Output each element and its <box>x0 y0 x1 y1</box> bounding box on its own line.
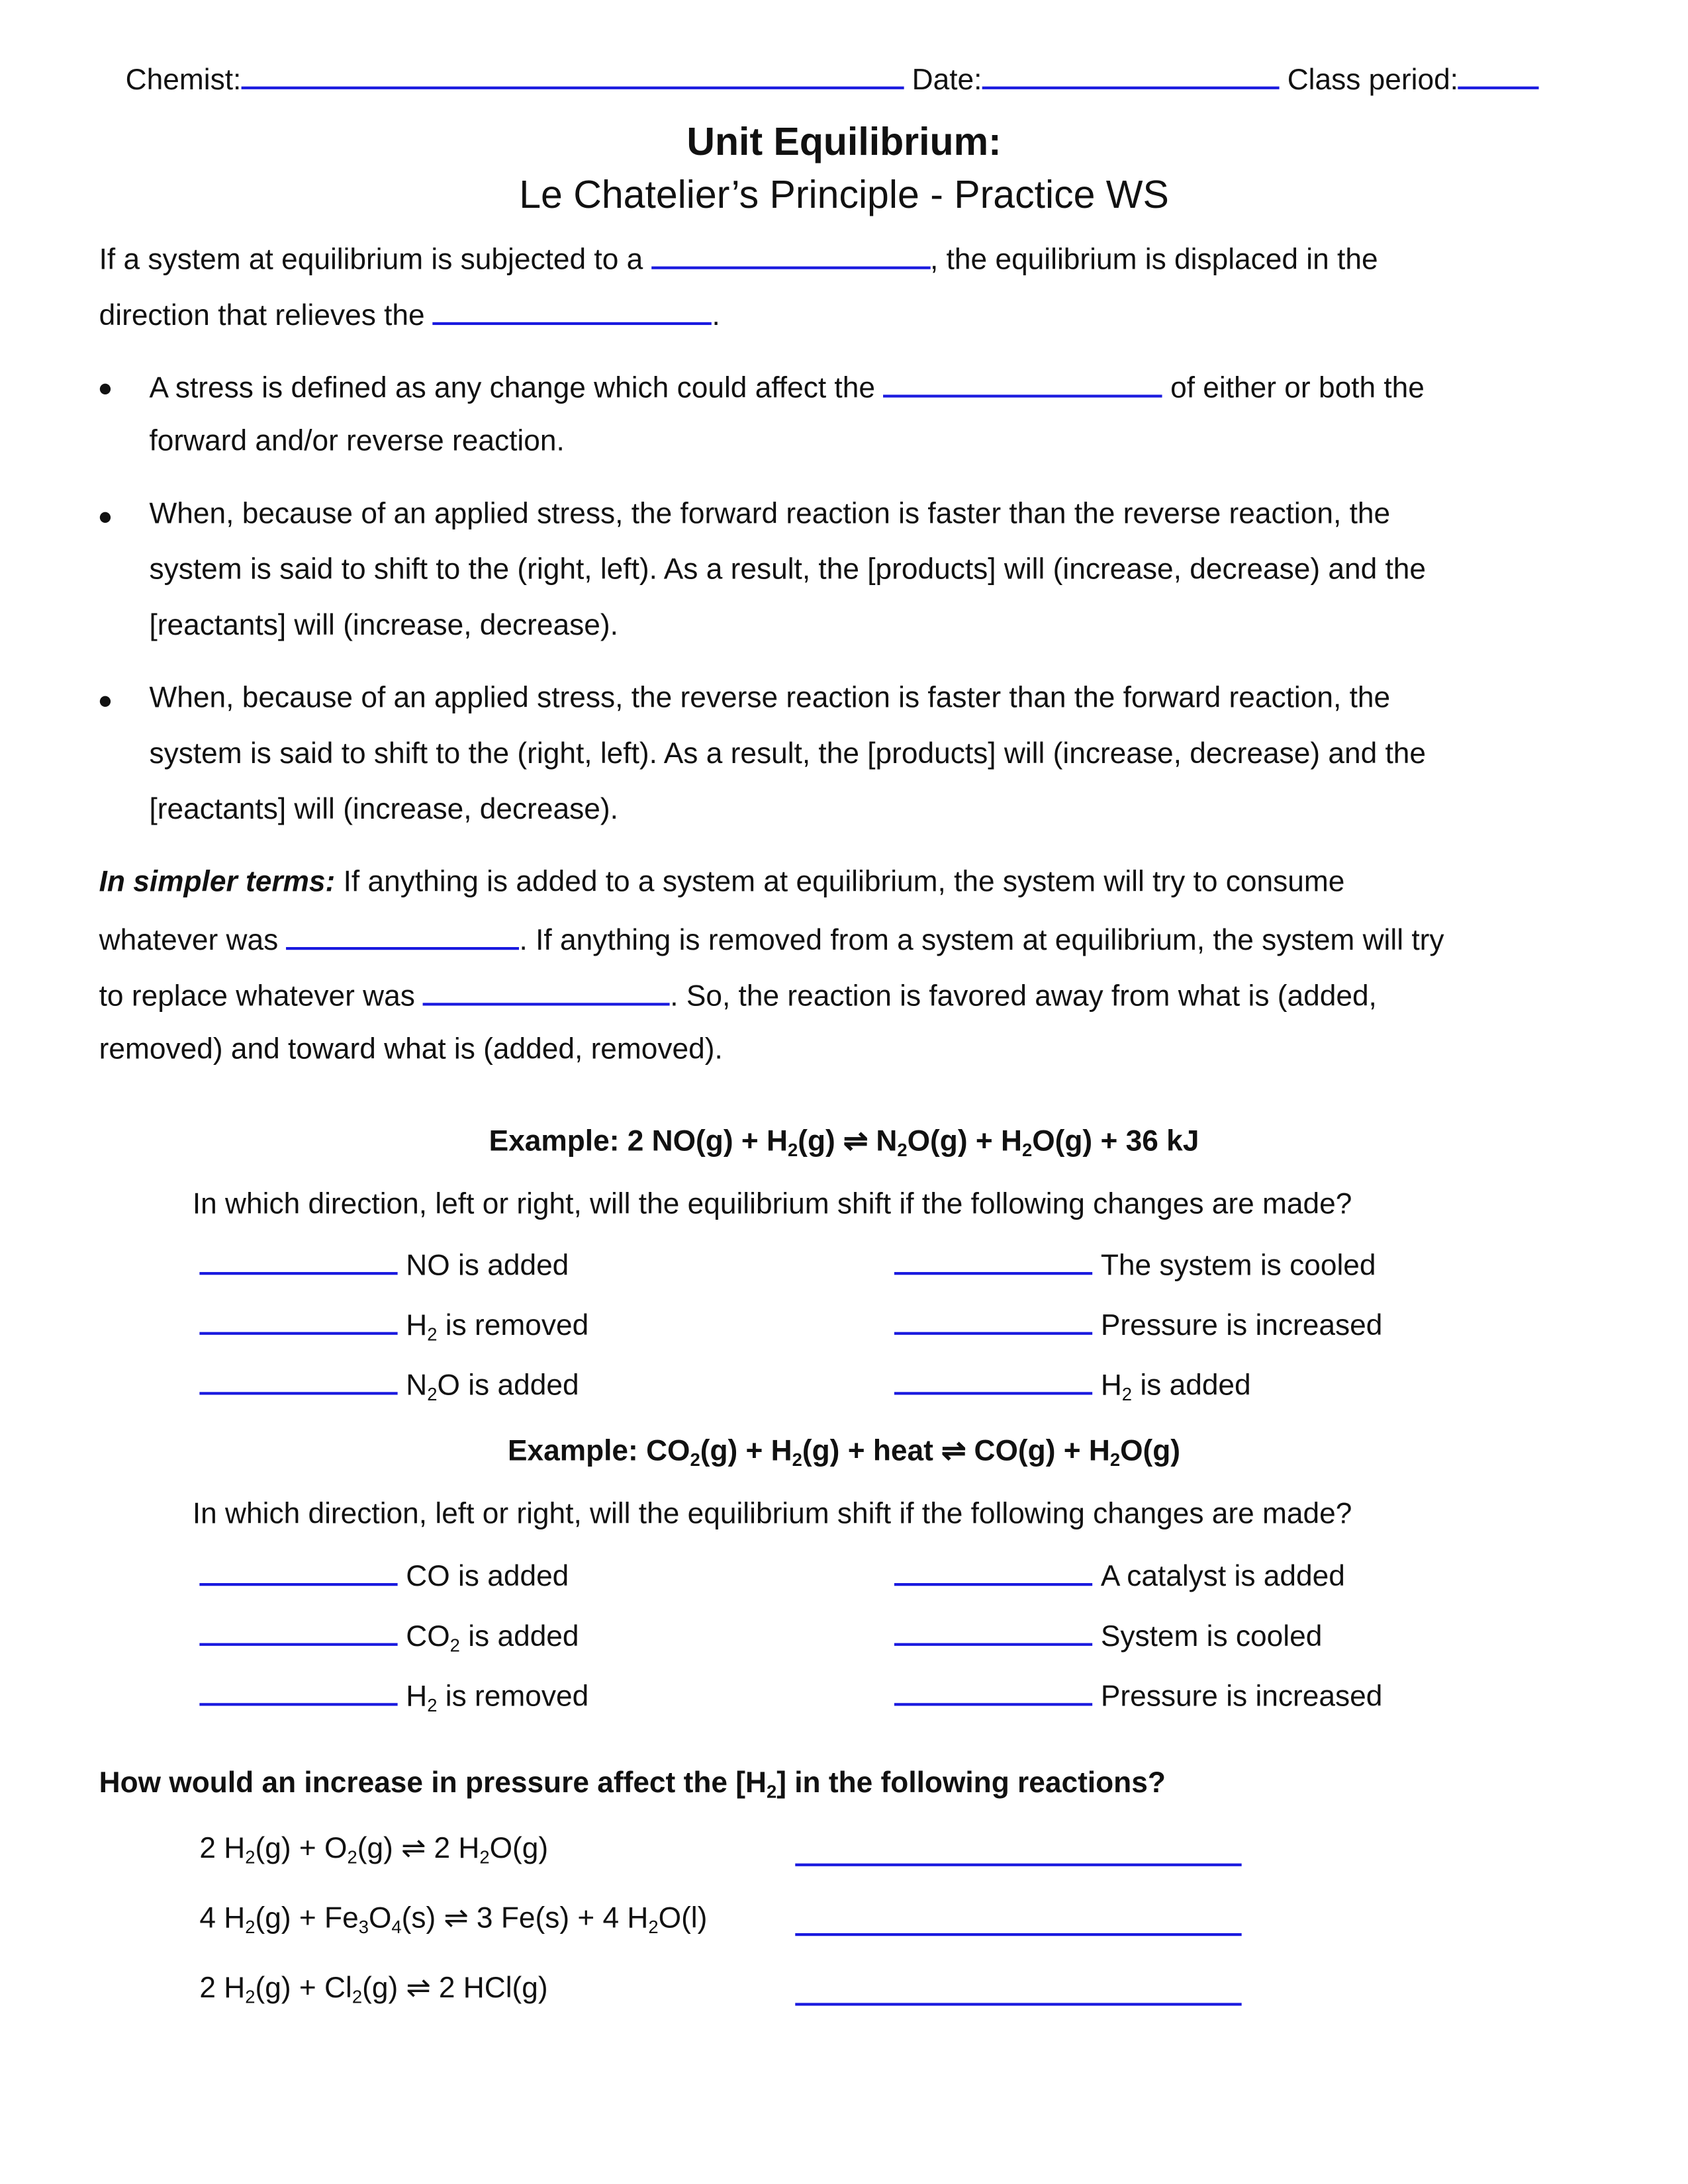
text: H <box>1100 1369 1122 1402</box>
shift-item <box>894 1618 1322 1655</box>
reaction-row <box>199 1831 548 1866</box>
subscript: 2 <box>897 1139 908 1161</box>
text: H <box>406 1680 428 1713</box>
text: O <box>368 1902 392 1935</box>
text: How would an increase in pressure affect the [H <box>99 1767 767 1799</box>
simpler-line-2 <box>99 922 1444 958</box>
text: Pressure is increased <box>1100 1680 1383 1713</box>
subscript: 2 <box>245 1916 256 1938</box>
header-line <box>126 62 1540 98</box>
answer-blank[interactable] <box>199 1618 397 1646</box>
added-blank[interactable] <box>287 922 520 950</box>
shift-item <box>894 1247 1376 1283</box>
text: direction that relieves the <box>99 300 425 332</box>
answer-blank[interactable] <box>894 1307 1092 1335</box>
simpler-line-1 <box>99 866 1345 900</box>
chemist-field[interactable] <box>241 62 904 89</box>
bullet-2-line-2: system is said to shift to the (right, left). As a result, the [products] will (increase, decrease) and the <box>149 553 1427 586</box>
text: , the equilibrium is displaced in the <box>930 244 1378 277</box>
bullet-icon: ● <box>97 686 113 715</box>
text: If anything is added to a system at equilibrium, the system will try to consume <box>335 866 1345 899</box>
text: O(g) <box>489 1833 549 1865</box>
removed-blank[interactable] <box>423 978 670 1005</box>
text: (g) + O <box>255 1833 348 1865</box>
text: (g) + heat ⇌ CO(g) + H <box>802 1435 1110 1468</box>
date-field[interactable] <box>982 62 1279 89</box>
page-subtitle: Le Chatelier’s Principle - Practice WS <box>519 173 1169 216</box>
text: N <box>406 1369 428 1402</box>
subscript: 2 <box>648 1916 659 1938</box>
bullet-2-line-3: [reactants] will (increase, decrease). <box>149 609 618 642</box>
answer-blank[interactable] <box>199 1678 397 1706</box>
answer-blank[interactable] <box>199 1558 397 1586</box>
text: (s) ⇌ 3 Fe(s) + 4 H <box>401 1902 649 1935</box>
text: CO <box>406 1620 450 1653</box>
subscript: 2 <box>449 1634 460 1656</box>
text: CO is added <box>406 1561 569 1593</box>
stress-blank[interactable] <box>651 242 931 269</box>
text: . <box>712 300 720 332</box>
shift-item <box>199 1307 588 1343</box>
period-label: Class period: <box>1287 64 1458 97</box>
pressure-question <box>99 1767 1166 1801</box>
text: A stress is defined as any change which could affect the <box>149 372 875 405</box>
shift-item <box>894 1678 1382 1714</box>
answer-blank[interactable] <box>199 1307 397 1335</box>
text: System is cooled <box>1100 1620 1323 1653</box>
subscript: 3 <box>358 1916 369 1938</box>
bullet-1-line-2: forward and/or reverse reaction. <box>149 425 565 458</box>
text: Example: 2 NO(g) + H <box>489 1125 788 1158</box>
subscript: 2 <box>427 1324 438 1345</box>
text: ] in the following reactions? <box>776 1767 1166 1799</box>
subscript: 2 <box>690 1449 700 1471</box>
text: of either or both the <box>1170 372 1425 405</box>
text: (g) ⇌ N <box>798 1125 898 1158</box>
subscript: 2 <box>245 1986 256 2007</box>
bullet-icon: ● <box>97 502 113 530</box>
intro-line-2 <box>99 297 720 334</box>
text: (g) + Cl <box>255 1972 352 2005</box>
answer-blank[interactable] <box>894 1618 1092 1646</box>
rate-blank[interactable] <box>883 369 1162 397</box>
text: O(l) <box>658 1902 708 1935</box>
answer-blank[interactable] <box>199 1367 397 1394</box>
bullet-3-line-3: [reactants] will (increase, decrease). <box>149 794 618 826</box>
text: O is added <box>437 1369 579 1402</box>
answer-blank[interactable] <box>795 1839 1241 1866</box>
example-2-equation <box>0 1434 1688 1469</box>
intro-line-1 <box>99 242 1378 278</box>
text: is added <box>459 1620 579 1653</box>
text: is removed <box>437 1680 589 1713</box>
bullet-3-line-1: When, because of an applied stress, the reverse reaction is faster than the forward reaction, the <box>149 682 1391 715</box>
shift-item <box>199 1558 569 1594</box>
subscript: 2 <box>1021 1139 1033 1161</box>
subscript: 2 <box>245 1846 256 1868</box>
bullet-1-line-1 <box>150 369 1425 406</box>
subscript: 2 <box>479 1846 490 1868</box>
text: 4 H <box>199 1902 246 1935</box>
text: (g) ⇌ 2 HCl(g) <box>362 1972 548 2005</box>
answer-blank[interactable] <box>894 1678 1092 1706</box>
text: is added <box>1132 1369 1251 1402</box>
relieves-blank[interactable] <box>433 297 712 325</box>
text: . So, the reaction is favored away from what is (added, <box>670 980 1377 1013</box>
text: . If anything is removed from a system at equilibrium, the system will try <box>519 925 1444 957</box>
example-1-equation <box>0 1124 1688 1160</box>
subscript: 2 <box>1121 1383 1133 1405</box>
text: (g) ⇌ 2 H <box>357 1833 480 1865</box>
reaction-row <box>199 1901 707 1936</box>
date-label: Date: <box>912 64 982 97</box>
text: (g) + H <box>700 1435 792 1468</box>
period-field[interactable] <box>1458 62 1539 89</box>
shift-item <box>894 1558 1345 1594</box>
shift-item <box>894 1367 1251 1403</box>
text: O(g) <box>1120 1435 1181 1468</box>
text: 2 H <box>199 1833 246 1865</box>
text: is removed <box>437 1309 589 1342</box>
subscript: 2 <box>347 1846 357 1868</box>
text: Pressure is increased <box>1100 1309 1383 1342</box>
reaction-row <box>199 1971 547 2006</box>
example-2-question: In which direction, left or right, will the equilibrium shift if the following changes are made? <box>192 1498 1352 1530</box>
chemist-label: Chemist: <box>125 64 242 97</box>
text: A catalyst is added <box>1100 1561 1345 1593</box>
answer-blank[interactable] <box>894 1367 1092 1394</box>
subscript: 2 <box>352 1986 363 2007</box>
bullet-2-line-1: When, because of an applied stress, the forward reaction is faster than the reverse reaction, the <box>149 498 1391 530</box>
example-1-question: In which direction, left or right, will the equilibrium shift if the following changes are made? <box>192 1188 1352 1221</box>
text: NO is added <box>406 1250 569 1282</box>
simpler-line-4: removed) and toward what is (added, removed). <box>99 1033 723 1066</box>
subscript: 4 <box>391 1916 402 1938</box>
text: (g) + Fe <box>255 1902 359 1935</box>
shift-item <box>894 1307 1382 1343</box>
text: 2 H <box>199 1972 246 2005</box>
text: whatever was <box>99 925 279 957</box>
answer-blank[interactable] <box>795 1978 1241 2005</box>
shift-item <box>199 1618 579 1655</box>
text: O(g) + H <box>907 1125 1022 1158</box>
subscript: 2 <box>1109 1449 1121 1471</box>
simpler-label: In simpler terms: <box>99 866 336 899</box>
text: Example: CO <box>507 1435 690 1468</box>
answer-blank[interactable] <box>199 1247 397 1275</box>
shift-item <box>199 1367 579 1403</box>
subscript: 2 <box>766 1781 777 1802</box>
answer-blank[interactable] <box>894 1558 1092 1586</box>
answer-blank[interactable] <box>894 1247 1092 1275</box>
text: H <box>406 1309 428 1342</box>
shift-item <box>199 1678 588 1714</box>
bullet-3-line-2: system is said to shift to the (right, left). As a result, the [products] will (increase, decrease) and the <box>149 737 1427 770</box>
simpler-line-3 <box>99 978 1377 1014</box>
page-title: Unit Equilibrium: <box>686 120 1002 163</box>
text: to replace whatever was <box>99 980 415 1013</box>
subscript: 2 <box>787 1139 798 1161</box>
bullet-icon: ● <box>97 373 113 402</box>
subscript: 2 <box>427 1383 438 1405</box>
text: The system is cooled <box>1100 1250 1376 1282</box>
answer-blank[interactable] <box>795 1908 1241 1936</box>
subscript: 2 <box>792 1449 802 1471</box>
text: O(g) + 36 kJ <box>1032 1125 1199 1158</box>
text: If a system at equilibrium is subjected to a <box>99 244 643 277</box>
subscript: 2 <box>427 1694 438 1716</box>
shift-item <box>199 1247 569 1283</box>
